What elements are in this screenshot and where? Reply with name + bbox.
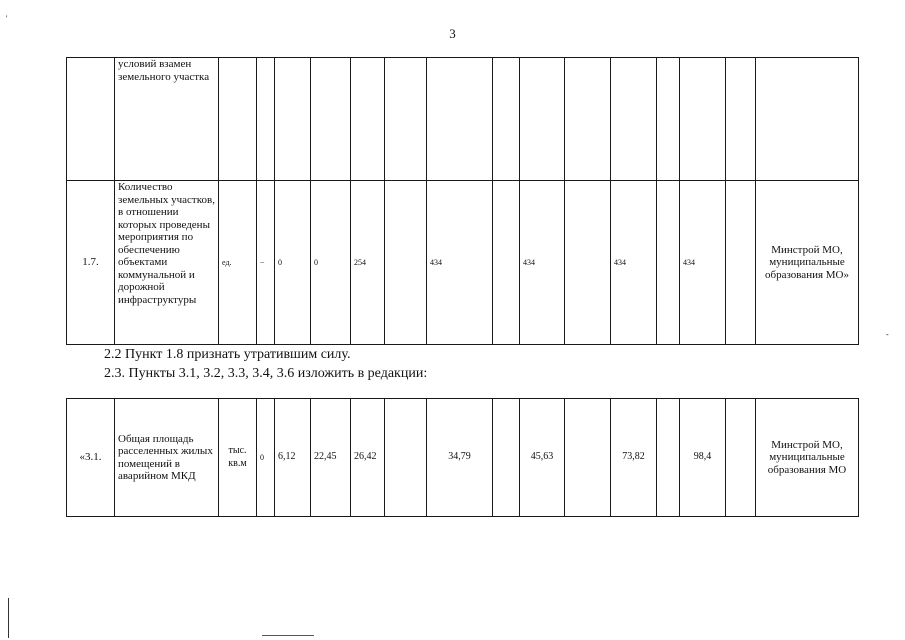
- page-number: 3: [449, 26, 456, 41]
- value-cell: 98,4: [680, 399, 726, 517]
- value-cell: 434: [427, 181, 493, 345]
- cell-empty: [311, 58, 351, 181]
- cell-empty: [611, 58, 657, 181]
- cell-empty: [275, 58, 311, 181]
- value-cell: [657, 181, 680, 345]
- value-cell: [565, 399, 611, 517]
- indicator-name: Количество земельных участков, в отношении которых проведены мероприятия по обеспечению объектами коммунальной и дорожной инфраструктуры: [115, 181, 219, 345]
- cell-empty: [756, 58, 859, 181]
- value-cell: 434: [520, 181, 565, 345]
- cell-empty: [427, 58, 493, 181]
- table-row-3-1: [67, 399, 859, 517]
- cell-empty: [565, 58, 611, 181]
- indicators-table-new: [66, 398, 859, 517]
- cell-empty: [680, 58, 726, 181]
- value-cell: [385, 399, 427, 517]
- value-cell: [726, 399, 756, 517]
- cell-empty: [493, 58, 520, 181]
- margin-mark-left: ': [6, 14, 8, 23]
- scan-edge-line: [8, 598, 9, 638]
- value-cell: 73,82: [611, 399, 657, 517]
- value-cell: [493, 399, 520, 517]
- table-row-continuation: [67, 58, 859, 181]
- paragraph-2-3: 2.3. Пункты 3.1, 3.2, 3.3, 3.4, 3.6 изложить в редакции:: [104, 366, 428, 381]
- value-cell: 434: [611, 181, 657, 345]
- table-row-1-7: [67, 181, 859, 345]
- value-cell: 0: [311, 181, 351, 345]
- bottom-rule: [262, 635, 314, 636]
- cell-empty: [219, 58, 257, 181]
- value-cell: [657, 399, 680, 517]
- unit-cell: ед.: [219, 181, 257, 345]
- value-cell: 0: [275, 181, 311, 345]
- value-cell: [385, 181, 427, 345]
- cell-empty: [520, 58, 565, 181]
- paragraph-2-2: 2.2 Пункт 1.8 признать утратившим силу.: [104, 347, 351, 362]
- value-cell: [726, 181, 756, 345]
- cell-num-empty: [67, 58, 115, 181]
- unit-cell: тыс. кв.м: [219, 399, 257, 517]
- cell-empty: [257, 58, 275, 181]
- mark-cell: 0: [257, 399, 275, 517]
- responsible-cell: Минстрой МО, муниципальные образования МО: [756, 399, 859, 517]
- row-number: «3.1.: [67, 399, 115, 517]
- value-cell: [493, 181, 520, 345]
- value-cell: 6,12: [275, 399, 311, 517]
- value-cell: 22,45: [311, 399, 351, 517]
- indicator-name-continued: условий взамен земельного участка: [115, 58, 219, 181]
- responsible-cell: Минстрой МО, муниципальные образования МО»: [756, 181, 859, 345]
- value-cell: 45,63: [520, 399, 565, 517]
- indicator-name: Общая площадь расселенных жилых помещений в аварийном МКД: [115, 399, 219, 517]
- cell-empty: [385, 58, 427, 181]
- value-cell: 434: [680, 181, 726, 345]
- row-number: 1.7.: [67, 181, 115, 345]
- value-cell: [565, 181, 611, 345]
- margin-mark-right: -: [886, 330, 889, 339]
- mark-cell: −: [257, 181, 275, 345]
- cell-empty: [351, 58, 385, 181]
- value-cell: 34,79: [427, 399, 493, 517]
- value-cell: 26,42: [351, 399, 385, 517]
- value-cell: 254: [351, 181, 385, 345]
- cell-empty: [726, 58, 756, 181]
- cell-empty: [657, 58, 680, 181]
- indicators-table-continued: [66, 57, 859, 345]
